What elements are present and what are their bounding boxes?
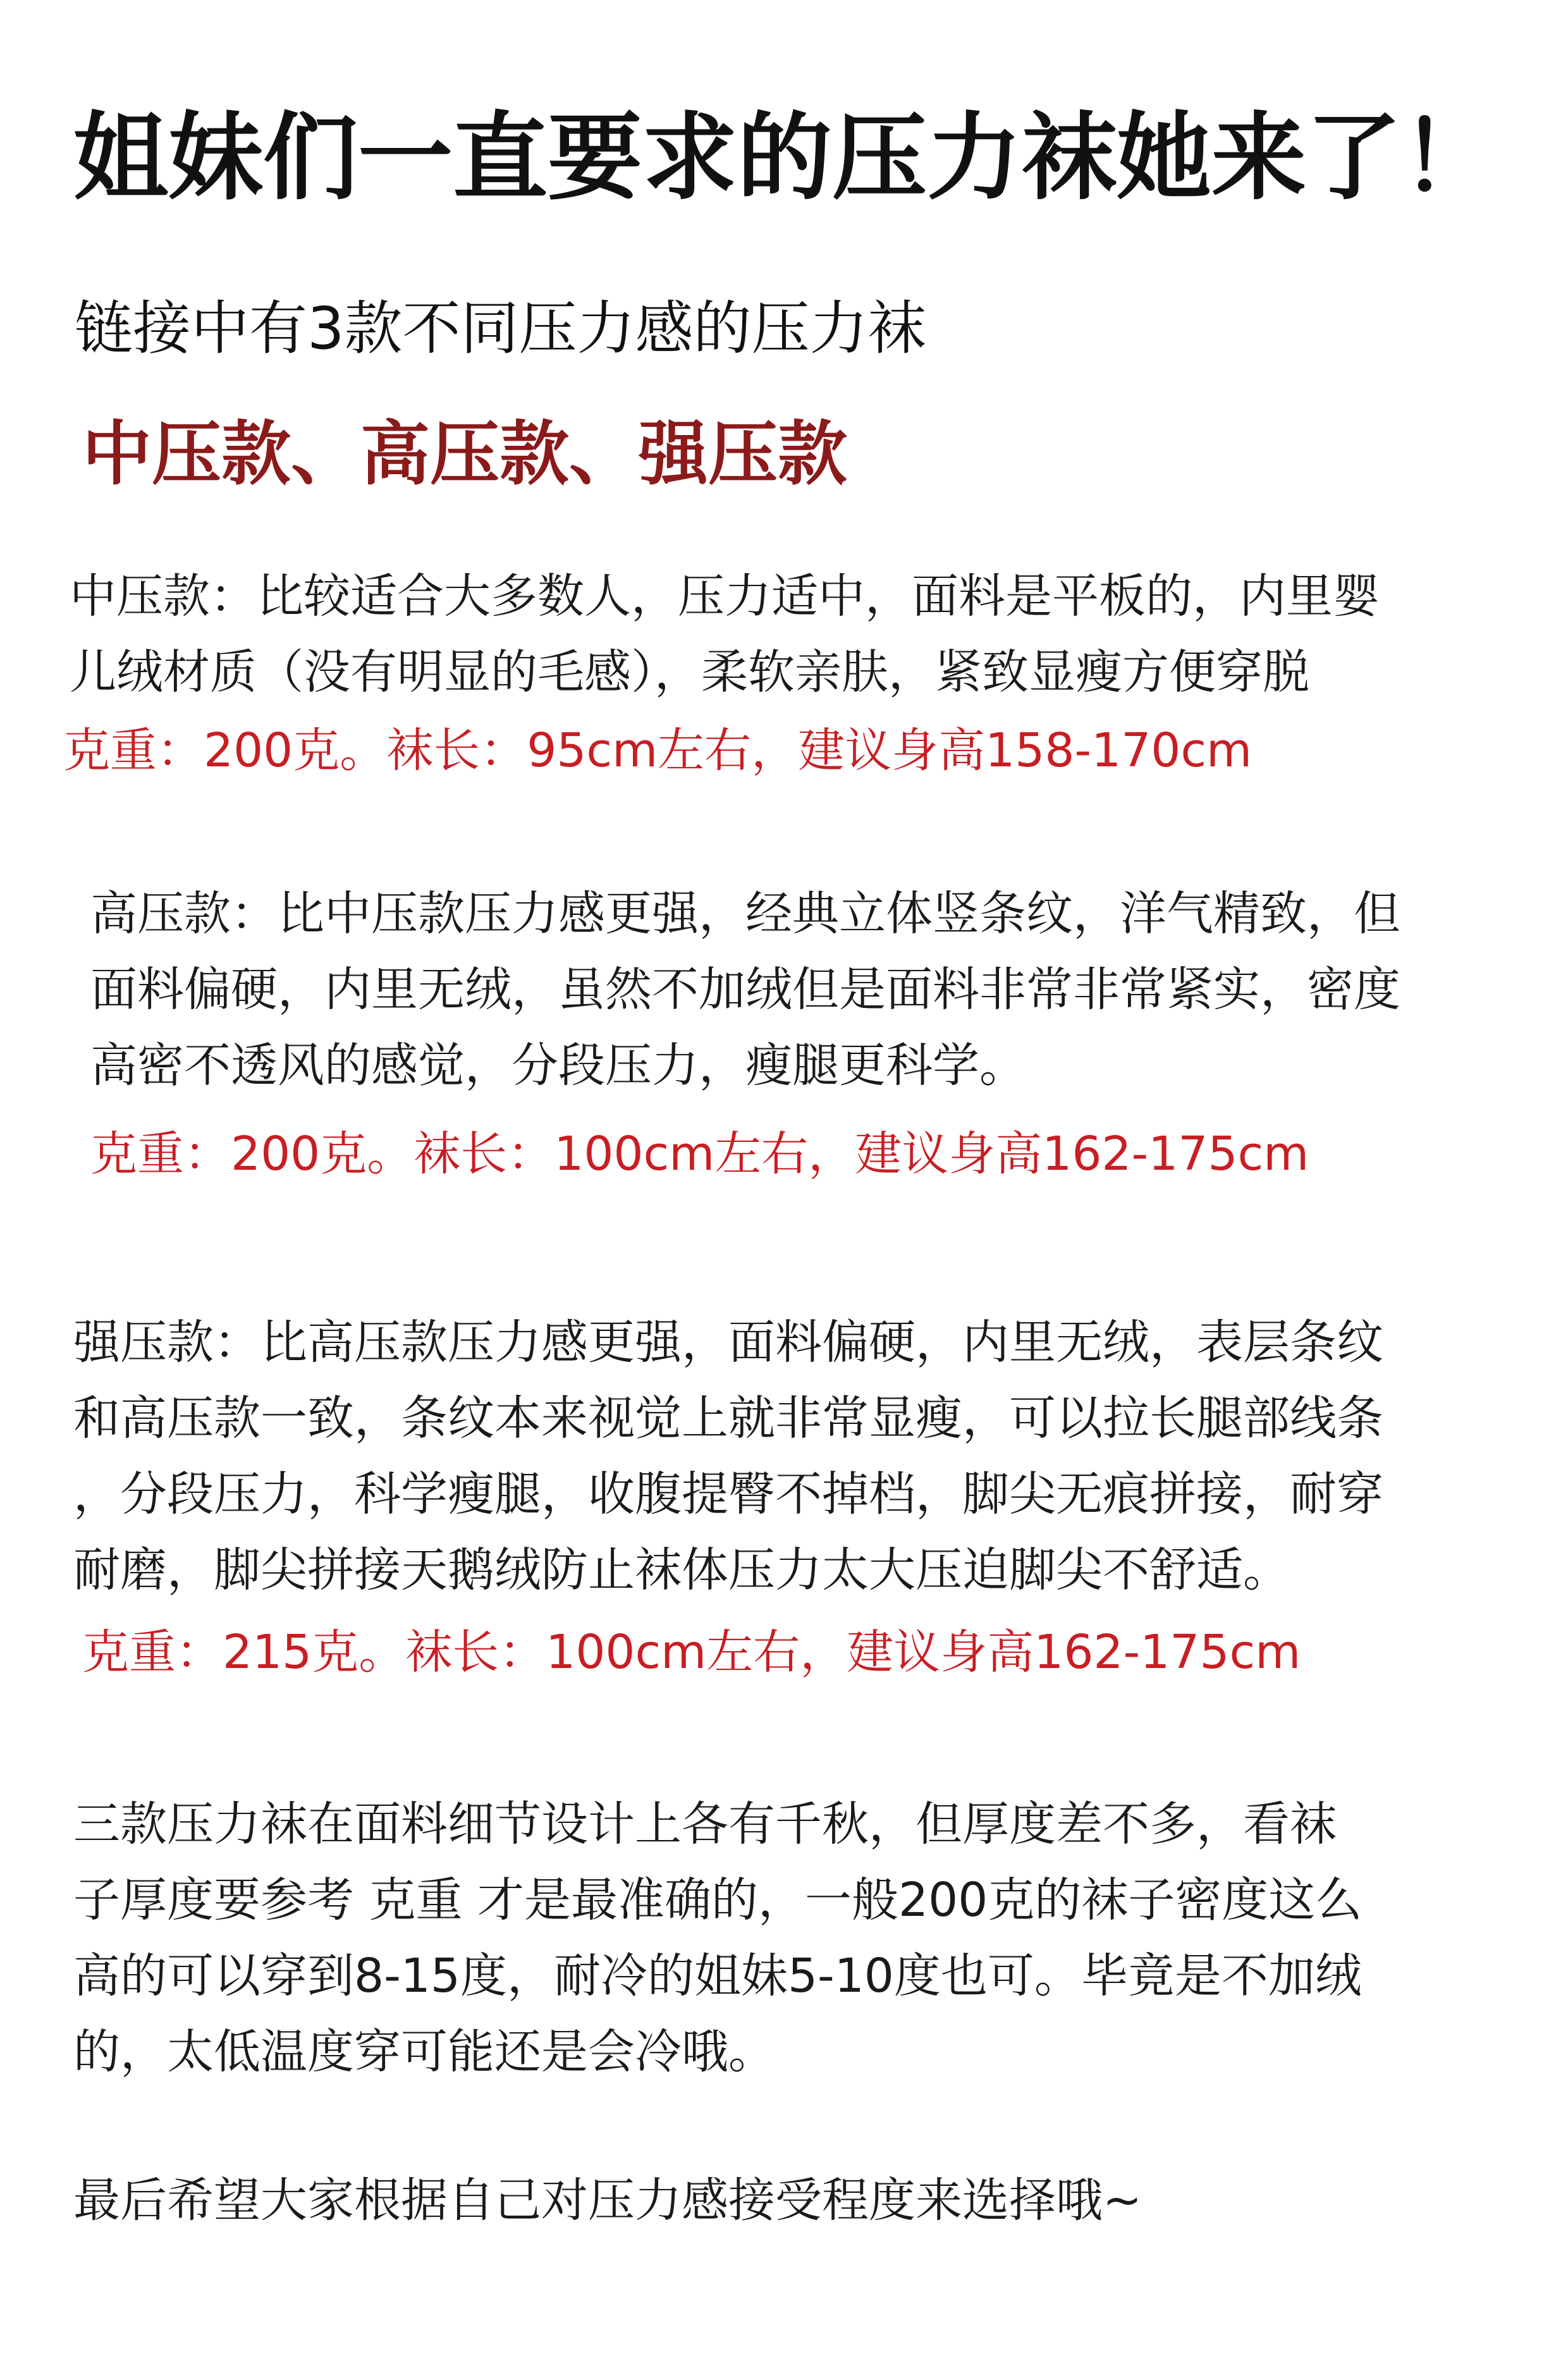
text-line: ，分段压力，科学瘦腿，收腹提臀不掉档，脚尖无痕拼接，耐穿 — [73, 1467, 1383, 1521]
text-line: 儿绒材质（没有明显的毛感），柔软亲肤，紧致显瘦方便穿脱 — [70, 645, 1309, 699]
summary-paragraph — [73, 1786, 1362, 2090]
medium-description — [70, 558, 1380, 710]
text-line: 和高压款一致，条纹本来视觉上就非常显瘦，可以拉长腿部线条 — [73, 1391, 1383, 1445]
text-line: 高密不透风的感觉，分段压力，瘦腿更科学。 — [90, 1038, 1026, 1093]
text-line: 三款压力袜在面料细节设计上各有千秋，但厚度差不多，看袜 — [73, 1797, 1337, 1851]
closing-line: 最后希望大家根据自己对压力感接受程度来选择哦~ — [73, 2173, 1142, 2228]
strong-description — [73, 1304, 1383, 1608]
text-line: 面料偏硬，内里无绒，虽然不加绒但是面料非常非常紧实，密度 — [90, 962, 1400, 1017]
text-line: 的，太低温度穿可能还是会冷哦。 — [73, 2025, 775, 2079]
subtitle: 链接中有3款不同压力感的压力袜 — [75, 295, 926, 362]
text-line: 中压款：比较适合大多数人，压力适中，面料是平板的，内里婴 — [70, 569, 1380, 623]
text-line: 高压款：比中压款压力感更强，经典立体竖条纹，洋气精致，但 — [90, 886, 1400, 941]
strong-spec: 克重：215克。袜长：100cm左右，建议身高162-175cm — [82, 1625, 1301, 1679]
text-line: 子厚度要参考 克重 才是最准确的，一般200克的袜子密度这么 — [73, 1873, 1363, 1927]
high-description — [90, 876, 1400, 1103]
models-heading: 中压款、高压款、强压款 — [82, 414, 847, 494]
text-line: 高的可以穿到8-15度，耐冷的姐妹5-10度也可。毕竟是不加绒 — [73, 1949, 1362, 2003]
text-line: 耐磨，脚尖拼接天鹅绒防止袜体压力太大压迫脚尖不舒适。 — [73, 1543, 1290, 1597]
page-title: 姐妹们一直要求的压力袜她来了！ — [73, 103, 1497, 213]
text-line: 强压款：比高压款压力感更强，面料偏硬，内里无绒，表层条纹 — [73, 1315, 1383, 1370]
medium-spec: 克重：200克。袜长：95cm左右，建议身高158-170cm — [63, 723, 1253, 778]
high-spec: 克重：200克。袜长：100cm左右，建议身高162-175cm — [90, 1127, 1309, 1181]
